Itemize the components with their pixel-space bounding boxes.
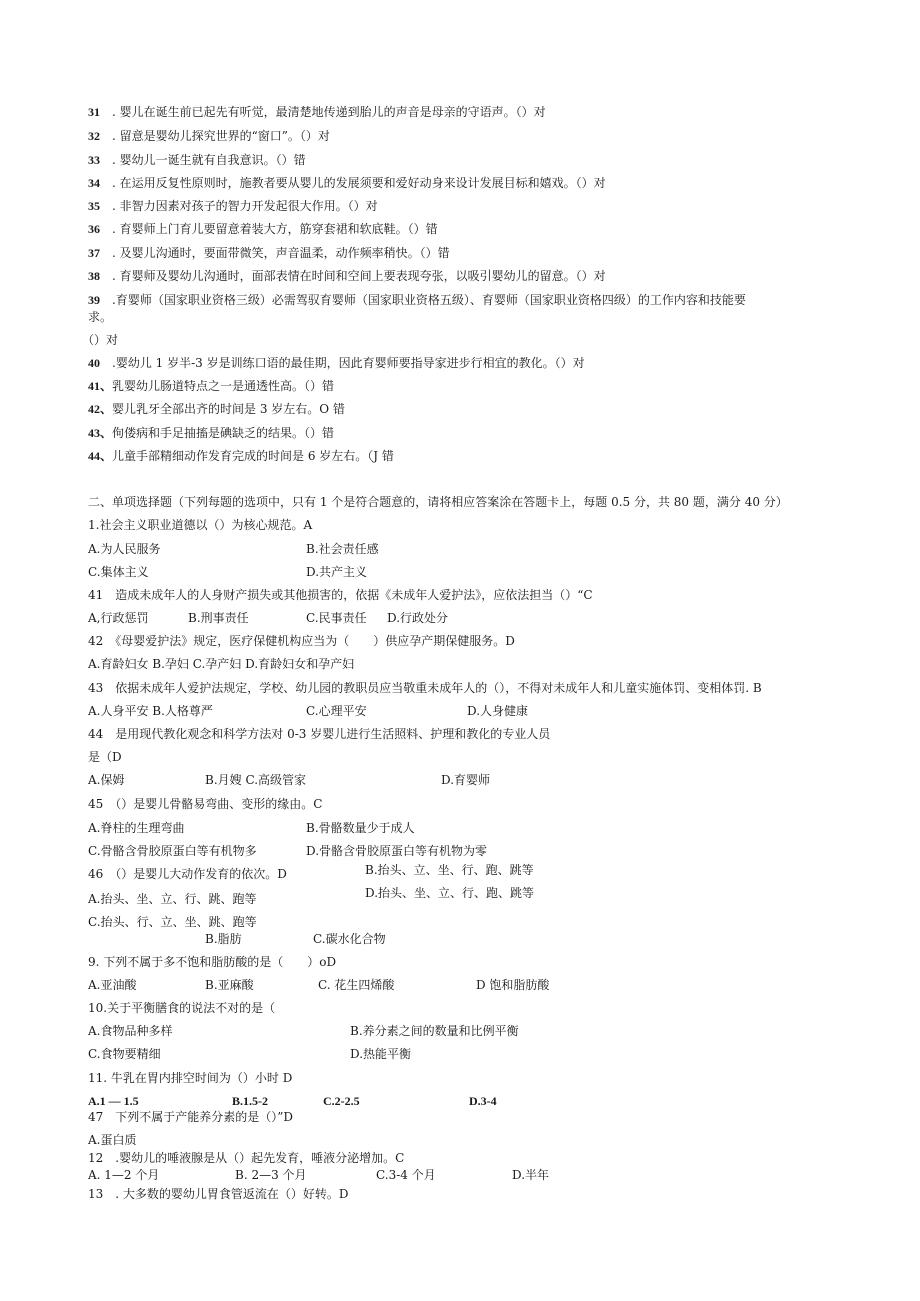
- question-continued: 是（D: [88, 750, 122, 764]
- option: B.亚麻酸: [205, 978, 254, 992]
- option: D.抬头、坐、立、行、跑、跳等: [365, 886, 535, 900]
- option: C.民事责任: [306, 611, 367, 625]
- question: 13 . 大多数的婴幼儿胃食管返流在（）好转。D: [88, 1187, 349, 1201]
- option: B.月嫂 C.高级管家: [205, 773, 307, 787]
- option: D 饱和脂肪酸: [476, 978, 550, 992]
- option: A.蛋白质: [88, 1133, 137, 1147]
- option: B.养分素之间的数量和比例平衡: [350, 1024, 519, 1038]
- tf-item: 38 . 育婴师及婴幼儿沟通时，面部表情在时间和空间上要表现夸张，以吸引婴幼儿的留意。（）对: [88, 269, 606, 283]
- tf-item: 42、婴儿乳牙全部出齐的时间是 3 岁左右。O 错: [88, 402, 345, 416]
- option: C.碳水化合物: [313, 932, 386, 946]
- option: A.抬头、坐、立、行、跳、跑等: [88, 892, 257, 906]
- tf-item: 32 . 留意是婴幼儿探究世界的“窗口”。（）对: [88, 129, 330, 143]
- tf-item: 37 . 及婴儿沟通时，要面带微笑，声音温柔，动作频率稍快。（）错: [88, 246, 450, 260]
- option: A,行政惩罚: [88, 611, 149, 625]
- option: D.3-4: [469, 1094, 497, 1108]
- option: D.人身健康: [467, 704, 529, 718]
- option: A.1 — 1.5: [88, 1094, 139, 1108]
- option: C.心理平安: [306, 704, 367, 718]
- question: 1.社会主义职业道德以（）为核心规范。A: [88, 518, 313, 532]
- question: 42 《母婴爱护法》规定，医疗保健机构应当为（ ）供应孕产期保健服务。D: [88, 634, 515, 648]
- question: 10.关于平衡膳食的说法不对的是（: [88, 1001, 276, 1015]
- option: B.刑事责任: [188, 611, 249, 625]
- question: 44 是用现代教化观念和科学方法对 0-3 岁婴儿进行生活照料、护理和教化的专业人员: [88, 727, 551, 741]
- option: C. 花生四烯酸: [318, 978, 395, 992]
- tf-item-answer: （）对: [82, 333, 119, 347]
- tf-item: 31 . 婴儿在诞生前已起先有听觉，最清楚地传递到胎儿的声音是母亲的守语声。（）对: [88, 105, 546, 119]
- option: D.热能平衡: [350, 1047, 412, 1061]
- question: 43 依据未成年人爱护法规定，学校、幼儿园的教职员应当敬重未成年人的（），不得对未成年人和儿童实施体罚、变相体罚. B: [88, 681, 762, 695]
- option: B.1.5-2: [232, 1094, 268, 1108]
- option: B. 2—3 个月: [235, 1168, 307, 1182]
- option: A.为人民服务: [88, 542, 161, 556]
- option: B.脂肪: [205, 932, 242, 946]
- option: A.育龄妇女 B.孕妇 C.孕产妇 D.育龄妇女和孕产妇: [88, 657, 355, 671]
- question: 12 .婴幼儿的唾液腺是从（）起先发育，唾液分泌增加。C: [88, 1151, 405, 1165]
- option: B.抬头、立、坐、行、跑、跳等: [365, 863, 534, 877]
- option: D.骨骼含骨胶原蛋白等有机物为零: [306, 844, 488, 858]
- question: 9. 下列不属于多不饱和脂肪酸的是（ ）oD: [88, 955, 337, 969]
- option: A.食物品种多样: [88, 1024, 173, 1038]
- option: A.保姆: [88, 773, 125, 787]
- question: 45 （）是婴儿骨骼易弯曲、变形的缘由。C: [88, 797, 323, 811]
- question: 11. 牛乳在胃内排空时间为（）小时 D: [88, 1071, 293, 1085]
- tf-item: 41、乳婴幼儿肠道特点之一是通透性高。（）错: [88, 379, 335, 393]
- option: A.人身平安 B.人格尊严: [88, 704, 213, 718]
- option: C.集体主义: [88, 565, 149, 579]
- option: C.食物要精细: [88, 1047, 161, 1061]
- tf-item: 33 . 婴幼儿一诞生就有自我意识。（）错: [88, 153, 306, 167]
- tf-item: 35 . 非智力因素对孩子的智力开发起很大作用。（）对: [88, 199, 378, 213]
- option: D.共产主义: [306, 565, 368, 579]
- section-heading: 二、单项选择题（下列每题的选项中，只有 1 个是符合题意的，请将相应答案涂在答题卡上，每题 0.5 分，共 80 题，满分 40 分）: [88, 495, 788, 509]
- tf-item: 40 .婴幼儿 1 岁半-3 岁是训练口语的最佳期，因此育婴师要指导家进步行相宜的教化。（）对: [88, 356, 585, 370]
- tf-item: 34 . 在运用反复性原则时，施教者要从婴儿的发展须要和爱好动身来设计发展目标和嬉戏。（）对: [88, 176, 606, 190]
- option: C.2-2.5: [323, 1094, 360, 1108]
- option: A. 1—2 个月: [88, 1168, 160, 1182]
- option: A.脊柱的生理弯曲: [88, 821, 185, 835]
- option: D.行政处分: [387, 611, 449, 625]
- tf-item: 36 . 育婴师上门育儿要留意着装大方，筋穿套裙和软底鞋。（）错: [88, 222, 438, 236]
- tf-item: 43、佝偻病和手足抽搐是碘缺乏的结果。（）错: [88, 426, 335, 440]
- option: A.亚油酸: [88, 978, 137, 992]
- tf-item: 44、儿童手部精细动作发育完成的时间是 6 岁左右。（J 错: [88, 449, 394, 463]
- tf-item: 39 .育婴师（国家职业资格三级）必需驾驭育婴师（国家职业资格五级）、育婴师（国家职业资格四级）的工作内容和技能要: [88, 293, 746, 307]
- option: C.抬头、行、立、坐、跳、跑等: [88, 915, 257, 929]
- option: D.育婴师: [441, 773, 491, 787]
- option: D.半年: [512, 1168, 550, 1182]
- option: C.3-4 个月: [376, 1168, 436, 1182]
- option: B.社会责任感: [306, 542, 379, 556]
- option: B.骨骼数量少于成人: [306, 821, 415, 835]
- tf-item-continued: 求。: [88, 310, 113, 324]
- option: C.骨骼含骨胶原蛋白等有机物多: [88, 844, 257, 858]
- question: 46 （）是婴儿大动作发育的依次。D: [88, 867, 287, 881]
- question: 47 下列不属于产能养分素的是（）”D: [88, 1110, 294, 1124]
- question: 41 造成未成年人的人身财产损失或其他损害的，依据《未成年人爱护法》，应依法担当（）“C: [88, 588, 593, 602]
